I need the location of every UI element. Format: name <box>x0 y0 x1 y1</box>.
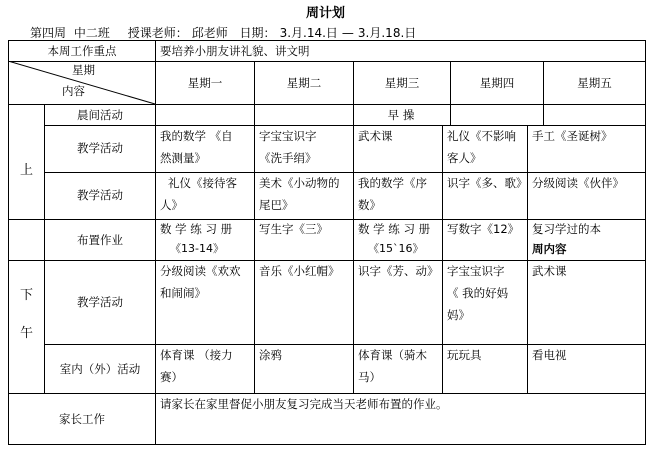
outdoor-wed: 体育课（骑木 马） <box>358 348 427 384</box>
date-to: 3.月.18.日 <box>357 26 417 40</box>
day-header-4: 星期四 <box>479 76 515 90</box>
grid-line <box>8 444 646 445</box>
am-teach2-wed: 我的数学《序 数》 <box>358 176 427 212</box>
focus-label: 本周工作重点 <box>47 44 117 58</box>
outdoor-thu: 玩玩具 <box>447 348 482 362</box>
homework-tue: 写生字《三》 <box>259 222 328 236</box>
am-teach1-label: 教学活动 <box>77 141 123 155</box>
teacher-label: 授课老师： <box>127 26 188 40</box>
am-teach2-tue: 美术《小动物的 尾巴》 <box>259 176 340 212</box>
focus-text: 要培养小朋友讲礼貌、讲文明 <box>160 44 310 58</box>
am-teach1-wed: 武术课 <box>358 129 393 143</box>
am-teach1-mon: 我的数学 《自 然测量》 <box>160 129 233 165</box>
page-title: 周计划 <box>305 6 345 21</box>
teacher-name: 邱老师 <box>191 26 228 40</box>
date-label: 日期： <box>239 26 276 40</box>
morning-value: 早 操 <box>387 108 415 122</box>
parent-label: 家长工作 <box>59 412 105 426</box>
pm-teach-thu: 字宝宝识字 《 我的好妈 妈》 <box>447 264 509 322</box>
outdoor-fri: 看电视 <box>532 348 567 362</box>
parent-text: 请家长在家里督促小朋友复习完成当天老师布置的作业。 <box>160 397 448 411</box>
date-from: 3.月.14.日 <box>279 26 338 40</box>
pm-teach-mon: 分级阅读《欢欢 和闹闹》 <box>160 264 241 300</box>
grid-line <box>442 125 443 393</box>
header-line <box>30 24 420 41</box>
section-pm-bottom: 午 <box>19 326 33 341</box>
morning-label: 晨间活动 <box>77 108 123 122</box>
corner-week-label: 星期 <box>72 63 95 77</box>
am-teach2-thu: 识字《多、歌》 <box>447 176 528 190</box>
pm-teach-label: 教学活动 <box>77 295 123 309</box>
am-teach1-tue: 字宝宝识字 《洗手绢》 <box>259 129 317 165</box>
grid-line <box>645 40 646 445</box>
pm-teach-wed: 识字《芳、动》 <box>358 264 439 278</box>
homework-mon: 数 学 练 习 册 《13-14》 <box>160 222 233 255</box>
outdoor-tue: 涂鸦 <box>259 348 282 362</box>
section-pm-top: 下 <box>19 288 33 303</box>
pm-teach-fri: 武术课 <box>532 264 567 278</box>
homework-thu: 写数字《12》 <box>447 222 520 236</box>
am-teach2-label: 教学活动 <box>77 188 123 202</box>
corner-content-label: 内容 <box>62 84 85 98</box>
homework-label: 布置作业 <box>77 233 123 247</box>
day-header-1: 星期一 <box>187 76 223 90</box>
class-label: 中二班 <box>73 26 110 40</box>
am-teach1-fri: 手工《圣诞树》 <box>532 129 613 143</box>
pm-teach-tue: 音乐《小红帽》 <box>259 264 340 278</box>
outdoor-label: 室内（外）活动 <box>59 362 141 376</box>
grid-line <box>353 125 354 393</box>
homework-wed: 数 学 练 习 册 《15`16》 <box>358 222 431 255</box>
grid-line <box>527 125 528 393</box>
am-teach2-mon: 礼仪《接待客 人》 <box>160 176 237 212</box>
am-teach1-thu: 礼仪《不影响 客人》 <box>447 129 516 165</box>
day-header-5: 星期五 <box>577 76 612 90</box>
grid-line <box>254 125 255 393</box>
homework-fri: 复习学过的本 周内容 <box>532 222 601 256</box>
day-header-3: 星期三 <box>384 76 420 90</box>
am-teach2-fri: 分级阅读《伙伴》 <box>532 176 624 190</box>
week-label: 第四周 <box>30 26 67 40</box>
date-sep: — <box>341 26 354 40</box>
day-header-2: 星期二 <box>286 76 322 90</box>
section-am: 上 <box>19 163 33 178</box>
outdoor-mon: 体育课 （接力 赛） <box>160 348 233 384</box>
